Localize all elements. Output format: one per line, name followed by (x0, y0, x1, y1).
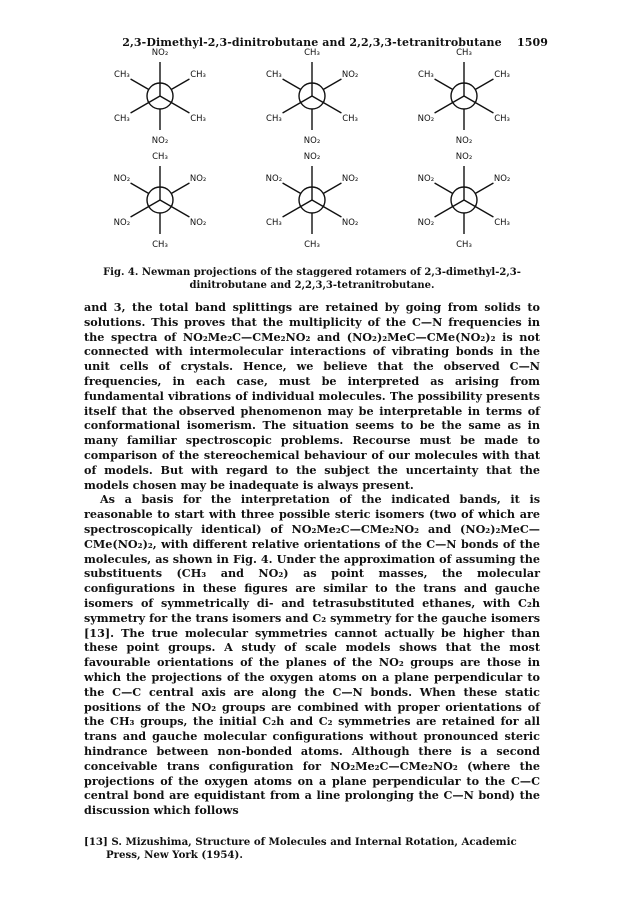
front-substituent-label: CH₃ (494, 218, 510, 228)
paragraph-2: As a basis for the interpretation of the indicated bands, it is reasonable to start with three possible steric isomers (two of which are spectroscopically identical) of NO₂Me₂C—CMe₂NO₂ and (NO₂)₂MeC—CMe(NO₂)₂, with different relative orientations of the C—N bonds of the molecules, as shown in Fig. 4. Under the approximation of assuming the substituents (CH₃ and NO₂) as point masses, the molecular configurations in these figures are similar to the trans and gauche isomers of symmetrically di- and tetrasubstituted ethanes, with C₂h symmetry for the trans isomers and C₂ symmetry for the gauche isomers [13]. The true molecular symmetries cannot actually be higher than these point groups. A study of scale models shows that the most favourable orientations of the planes of the NO₂ groups are those in which the projections of the oxygen atoms on a plane perpendicular to the C—C central axis are along the C—N bonds. When these static positions of the NO₂ groups are combined with proper orientations of the CH₃ groups, the initial C₂h and C₂ symmetries are retained for all trans and gauche molecular configurations without pronounced steric hindrance between non-bonded atoms. Although there is a second conceivable trans configuration for NO₂Me₂C—CMe₂NO₂ (where the projections of the oxygen atoms on a plane perpendicular to the C—C central bond are equidistant from a line prolonging the C—N bond) the discussion which follows (84, 492, 540, 818)
front-substituent-label: CH₃ (114, 114, 130, 124)
back-substituent-label: NO₂ (455, 136, 473, 146)
back-substituent-label: NO₂ (417, 174, 435, 184)
back-bond (475, 79, 493, 90)
front-substituent-label: CH₃ (152, 152, 168, 162)
back-substituent-label: NO₂ (341, 70, 359, 80)
back-substituent-label: NO₂ (265, 174, 283, 184)
figure-caption: Fig. 4. Newman projections of the staggered rotamers of 2,3-dimethyl-2,3-dinitrobutane and 2,2,3,3-tetranitrobutane. (103, 267, 521, 291)
back-bond (283, 79, 301, 90)
back-bond (283, 183, 301, 194)
front-substituent-label: NO₂ (151, 48, 169, 58)
newman-rotamer-5 (266, 152, 359, 250)
back-bond (435, 183, 453, 194)
page-number: 1509 (516, 36, 548, 49)
body-text (84, 300, 540, 818)
back-substituent-label: NO₂ (151, 136, 169, 146)
back-bond (131, 79, 149, 90)
back-bond (475, 183, 493, 194)
back-substituent-label: NO₂ (189, 174, 207, 184)
back-bond (323, 79, 341, 90)
back-bond (435, 79, 453, 90)
newman-projections-svg (84, 48, 540, 263)
back-substituent-label: NO₂ (303, 136, 321, 146)
front-substituent-label: NO₂ (417, 218, 435, 228)
front-substituent-label: NO₂ (455, 152, 473, 162)
back-bond (171, 79, 189, 90)
front-substituent-label: CH₃ (190, 114, 206, 124)
front-substituent-label: CH₃ (456, 48, 472, 58)
back-substituent-label: CH₃ (456, 240, 472, 250)
footnote (84, 836, 540, 862)
newman-rotamer-3 (418, 48, 510, 146)
newman-projection-figure (84, 48, 540, 263)
back-bond (131, 183, 149, 194)
back-substituent-label: CH₃ (266, 70, 282, 80)
back-bond (171, 183, 189, 194)
back-substituent-label: CH₃ (494, 70, 510, 80)
newman-rotamer-6 (418, 152, 511, 250)
back-substituent-label: CH₃ (190, 70, 206, 80)
back-substituent-label: NO₂ (113, 174, 131, 184)
back-bond (323, 183, 341, 194)
front-substituent-label: NO₂ (189, 218, 207, 228)
back-substituent-label: CH₃ (152, 240, 168, 250)
back-substituent-label: CH₃ (418, 70, 434, 80)
front-substituent-label: CH₃ (342, 114, 358, 124)
front-substituent-label: CH₃ (266, 218, 282, 228)
newman-rotamer-1 (114, 48, 206, 146)
back-substituent-label: CH₃ (114, 70, 130, 80)
back-substituent-label: NO₂ (493, 174, 511, 184)
front-substituent-label: NO₂ (303, 152, 321, 162)
front-substituent-label: CH₃ (494, 114, 510, 124)
running-head-title: 2,3-Dimethyl-2,3-dinitrobutane and 2,2,3,3-tetranitrobutane (122, 36, 502, 49)
front-substituent-label: NO₂ (417, 114, 435, 124)
back-substituent-label: NO₂ (341, 174, 359, 184)
footnote-reference: [13] S. Mizushima, Structure of Molecules and Internal Rotation, Academic Press, New York (1954). (84, 836, 517, 861)
paragraph-1: and 3, the total band splittings are retained by going from solids to solutions. This proves that the multiplicity of the C—N frequencies in the spectra of NO₂Me₂C—CMe₂NO₂ and (NO₂)₂MeC—CMe(NO₂)₂ is not connected with intermolecular interactions of vibrating bonds in the unit cells of crystals. Hence, we believe that the observed C—N frequencies, in each case, must be interpreted as arising from fundamental vibrations of individual molecules. The possibility presents itself that the observed phenomenon may be interpretable in terms of conformational isomerism. The situation seems to be the same as in many familiar spectroscopic problems. Recourse must be made to comparison of the stereochemical behaviour of our molecules with that of models. But with regard to the subject the uncertainty that the models chosen may be inadequate is always present. (84, 300, 540, 492)
back-substituent-label: CH₃ (304, 240, 320, 250)
front-substituent-label: CH₃ (266, 114, 282, 124)
front-substituent-label: CH₃ (304, 48, 320, 58)
newman-rotamer-4 (114, 152, 207, 250)
front-substituent-label: NO₂ (113, 218, 131, 228)
front-substituent-label: NO₂ (341, 218, 359, 228)
newman-rotamer-2 (266, 48, 358, 146)
